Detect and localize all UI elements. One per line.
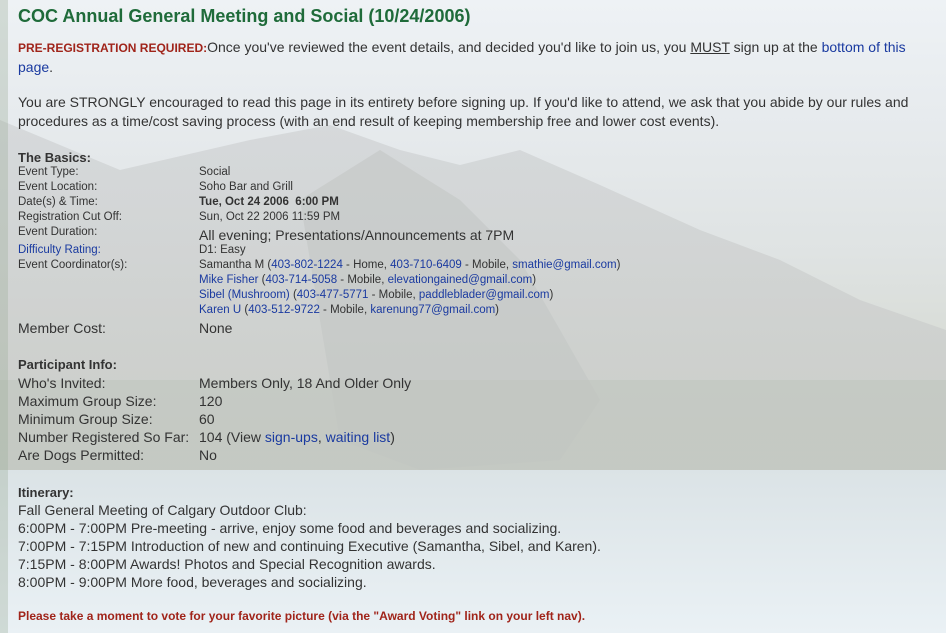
registered-count: 104	[199, 429, 223, 445]
coordinator-name[interactable]: Mike Fisher	[199, 274, 259, 286]
coordinator-phone-link[interactable]: 403-477-5771	[296, 289, 369, 301]
coordinator-phone-link[interactable]: 403-714-5058	[265, 274, 338, 286]
coordinator-details	[199, 259, 620, 271]
event-duration-value: All evening; Presentations/Announcements at 7PM	[199, 227, 515, 243]
date-time-label: Date(s) & Time:	[18, 196, 98, 208]
invited-label: Who's Invited:	[18, 375, 106, 391]
event-type-label: Event Type:	[18, 166, 79, 178]
coordinators-label: Event Coordinator(s):	[18, 259, 128, 271]
punctuation: )	[532, 274, 537, 286]
max-group-value: 120	[199, 393, 223, 409]
min-group-value: 60	[199, 411, 215, 427]
itinerary-line: 7:15PM - 8:00PM Awards! Photos and Special Recognition awards.	[18, 556, 436, 572]
preregistration-notice	[18, 38, 918, 77]
coordinator-phone-link[interactable]: 403-710-6409	[390, 259, 462, 271]
coordinator-email-link[interactable]: paddleblader@gmail.com	[418, 289, 550, 301]
event-location-label: Event Location:	[18, 181, 98, 193]
difficulty-value: D1: Easy	[199, 244, 246, 256]
preregistration-text-2: sign up at the	[729, 39, 822, 55]
bottom-of-page-link[interactable]: bottom of this page	[18, 39, 906, 75]
coordinator-phone-link[interactable]: 403-512-9722	[248, 304, 320, 316]
page-title: COC Annual General Meeting and Social (10/24/2006)	[18, 6, 471, 26]
coordinator-email-link[interactable]: elevationgained@gmail.com	[387, 274, 533, 286]
preregistration-text: Once you've reviewed the event details, and decided you'd like to join us, you	[207, 39, 691, 55]
coordinator-phone-type: - Mobile,	[319, 304, 371, 316]
must-text: MUST	[690, 39, 730, 55]
coordinator-email-link[interactable]: karenung77@gmail.com	[370, 304, 496, 316]
member-cost-label: Member Cost:	[18, 320, 106, 336]
itinerary-line: 8:00PM - 9:00PM More food, beverages and socializing.	[18, 574, 367, 590]
itinerary-line: 6:00PM - 7:00PM Pre-meeting - arrive, enjoy some food and beverages and socializing.	[18, 520, 562, 536]
coordinator-details	[199, 289, 553, 301]
coordinator-phone-type: - Mobile,	[337, 274, 388, 286]
max-group-label: Maximum Group Size:	[18, 393, 157, 409]
basics-heading: The Basics:	[18, 150, 91, 165]
registered-comma: ,	[317, 429, 326, 445]
punctuation: (	[264, 259, 272, 271]
coordinator-phone-type: - Mobile,	[461, 259, 513, 271]
coordinator-name[interactable]: Karen U	[199, 304, 242, 316]
date-time-value: Tue, Oct 24 2006 6:00 PM	[199, 196, 339, 208]
registration-cutoff-label: Registration Cut Off:	[18, 211, 122, 223]
event-type-value: Social	[199, 166, 231, 178]
participant-info-heading: Participant Info:	[18, 357, 117, 372]
event-duration-label: Event Duration:	[18, 226, 98, 238]
punctuation: )	[549, 289, 554, 301]
registered-view-text: (View	[222, 429, 265, 445]
coordinator-name: Samantha M	[199, 259, 265, 271]
punctuation: (	[241, 304, 249, 316]
event-location-value: Soho Bar and Grill	[199, 181, 293, 193]
punctuation: (	[289, 289, 297, 301]
dogs-value: No	[199, 447, 217, 463]
punctuation: )	[495, 304, 500, 316]
member-cost-value: None	[199, 320, 233, 336]
punctuation: (	[258, 274, 266, 286]
registered-label: Number Registered So Far:	[18, 429, 190, 445]
coordinator-details	[199, 304, 499, 316]
preregistration-text-3: .	[49, 59, 54, 75]
itinerary-heading: Itinerary:	[18, 485, 74, 500]
coordinator-phone-type: - Mobile,	[368, 289, 419, 301]
registered-close: )	[390, 429, 395, 445]
coordinator-phone-link[interactable]: 403-802-1224	[271, 259, 343, 271]
registered-value-group	[199, 429, 395, 445]
punctuation: )	[616, 259, 621, 271]
coordinator-details	[199, 274, 536, 286]
min-group-label: Minimum Group Size:	[18, 411, 153, 427]
coordinator-name[interactable]: Sibel (Mushroom)	[199, 289, 290, 301]
itinerary-line: Fall General Meeting of Calgary Outdoor Club:	[18, 502, 307, 518]
award-voting-note: Please take a moment to vote for your favorite picture (via the "Award Voting" link on your left nav).	[18, 609, 586, 623]
coordinator-phone-type: - Home,	[342, 259, 391, 271]
difficulty-rating-link[interactable]: Difficulty Rating:	[18, 244, 101, 256]
intro-paragraph: You are STRONGLY encouraged to read this page in its entirety before signing up. If you'd like to attend, we ask that you abide by our rules and procedures as a time/cost saving process (with an end result of keeping membership free and lower cost events).	[18, 94, 909, 129]
registration-cutoff-value: Sun, Oct 22 2006 11:59 PM	[199, 211, 341, 223]
coordinator-email-link[interactable]: smathie@gmail.com	[512, 259, 617, 271]
invited-value: Members Only, 18 And Older Only	[199, 375, 412, 391]
dogs-label: Are Dogs Permitted:	[18, 447, 145, 463]
itinerary-line: 7:00PM - 7:15PM Introduction of new and continuing Executive (Samantha, Sibel, and Karen).	[18, 538, 601, 554]
signups-link[interactable]: sign-ups	[264, 429, 318, 445]
waiting-list-link[interactable]: waiting list	[325, 429, 391, 445]
preregistration-label: PRE-REGISTRATION REQUIRED:	[18, 41, 208, 55]
